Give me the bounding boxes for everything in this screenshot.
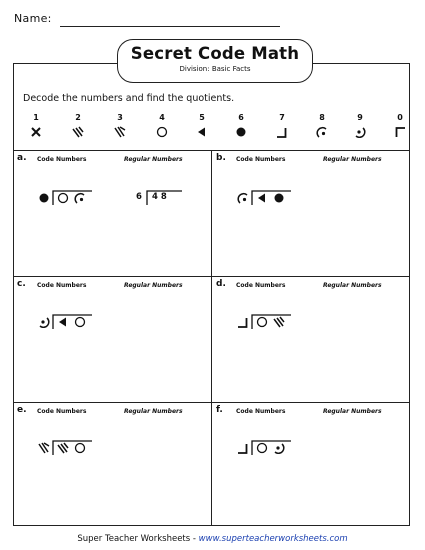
key-number: 8 bbox=[319, 113, 325, 122]
left-triangle-icon bbox=[256, 192, 268, 204]
name-row bbox=[14, 12, 274, 30]
problem-letter: d. bbox=[216, 279, 226, 289]
left-triangle-icon bbox=[57, 316, 69, 328]
coded-problem-e bbox=[38, 442, 98, 456]
problem-letter: f. bbox=[216, 405, 223, 415]
key-number: 7 bbox=[279, 113, 285, 122]
coded-problem-c bbox=[38, 316, 98, 330]
problem-letter: c. bbox=[17, 279, 26, 289]
code-numbers-label: Code Numbers bbox=[236, 408, 286, 415]
problem-letter: b. bbox=[216, 153, 226, 163]
slash-caret-icon bbox=[38, 442, 50, 454]
key-item-4 bbox=[152, 113, 172, 140]
top-left-corner-icon bbox=[390, 126, 410, 140]
triple-slash-icon bbox=[57, 442, 69, 454]
key-item-2 bbox=[68, 113, 88, 140]
key-item-7 bbox=[272, 113, 292, 140]
page-subtitle: Division: Basic Facts bbox=[179, 65, 251, 73]
code-numbers-label: Code Numbers bbox=[37, 408, 87, 415]
coded-problem-a bbox=[38, 192, 98, 206]
grid-line bbox=[211, 150, 212, 526]
hook-dot-icon bbox=[273, 442, 285, 454]
regular-numbers-label: Regular Numbers bbox=[124, 156, 183, 163]
regular-dividend: 4 8 bbox=[152, 192, 167, 202]
regular-numbers-label: Regular Numbers bbox=[124, 282, 183, 289]
coded-problem-b bbox=[237, 192, 297, 206]
key-number: 6 bbox=[238, 113, 244, 122]
key-item-9 bbox=[350, 113, 370, 140]
bottom-right-corner-icon bbox=[237, 316, 249, 328]
hook-dot-icon bbox=[350, 126, 370, 140]
key-number: 3 bbox=[117, 113, 123, 122]
filled-circle-icon bbox=[38, 192, 50, 204]
page-title: Secret Code Math bbox=[130, 44, 300, 63]
key-item-0 bbox=[390, 113, 410, 140]
key-number: 2 bbox=[75, 113, 81, 122]
regular-divisor: 6 bbox=[136, 192, 142, 202]
arc-dot-icon bbox=[237, 192, 249, 204]
title-banner bbox=[117, 39, 313, 83]
instructions: Decode the numbers and find the quotients. bbox=[23, 93, 235, 104]
regular-numbers-label: Regular Numbers bbox=[323, 156, 382, 163]
code-numbers-label: Code Numbers bbox=[236, 156, 286, 163]
code-key bbox=[26, 113, 403, 143]
coded-problem-f bbox=[237, 442, 297, 456]
circle-outline-icon bbox=[256, 442, 268, 454]
bottom-right-corner-icon bbox=[272, 126, 292, 140]
triple-slash-icon bbox=[273, 316, 285, 328]
regular-problem-a bbox=[136, 192, 196, 206]
key-number: 1 bbox=[33, 113, 39, 122]
code-numbers-label: Code Numbers bbox=[37, 156, 87, 163]
filled-circle-icon bbox=[273, 192, 285, 204]
name-label: Name: bbox=[14, 12, 52, 25]
circle-outline-icon bbox=[74, 316, 86, 328]
left-triangle-icon bbox=[192, 126, 212, 140]
key-item-5 bbox=[192, 113, 212, 140]
key-number: 0 bbox=[397, 113, 403, 122]
key-item-8 bbox=[312, 113, 332, 140]
key-item-3 bbox=[110, 113, 130, 140]
key-item-1 bbox=[26, 113, 46, 140]
regular-numbers-label: Regular Numbers bbox=[323, 408, 382, 415]
footer-text: Super Teacher Worksheets - bbox=[77, 534, 199, 544]
arc-dot-icon bbox=[74, 192, 86, 204]
hook-dot-icon bbox=[38, 316, 50, 328]
code-numbers-label: Code Numbers bbox=[37, 282, 87, 289]
regular-numbers-label: Regular Numbers bbox=[124, 408, 183, 415]
problem-letter: e. bbox=[17, 405, 27, 415]
key-number: 4 bbox=[159, 113, 165, 122]
filled-circle-icon bbox=[231, 126, 251, 140]
triple-slash-icon bbox=[68, 126, 88, 140]
circle-outline-icon bbox=[256, 316, 268, 328]
bottom-right-corner-icon bbox=[237, 442, 249, 454]
key-number: 9 bbox=[357, 113, 363, 122]
arc-dot-icon bbox=[312, 126, 332, 140]
circle-outline-icon bbox=[57, 192, 69, 204]
regular-numbers-label: Regular Numbers bbox=[323, 282, 382, 289]
cross-icon bbox=[26, 126, 46, 140]
circle-outline-icon bbox=[74, 442, 86, 454]
footer bbox=[0, 534, 425, 544]
problem-letter: a. bbox=[17, 153, 27, 163]
code-numbers-label: Code Numbers bbox=[236, 282, 286, 289]
key-number: 5 bbox=[199, 113, 205, 122]
slash-caret-icon bbox=[110, 126, 130, 140]
name-blank-line[interactable] bbox=[60, 26, 280, 27]
key-item-6 bbox=[231, 113, 251, 140]
circle-outline-icon bbox=[152, 126, 172, 140]
footer-link[interactable]: www.superteacherworksheets.com bbox=[198, 534, 348, 544]
coded-problem-d bbox=[237, 316, 297, 330]
